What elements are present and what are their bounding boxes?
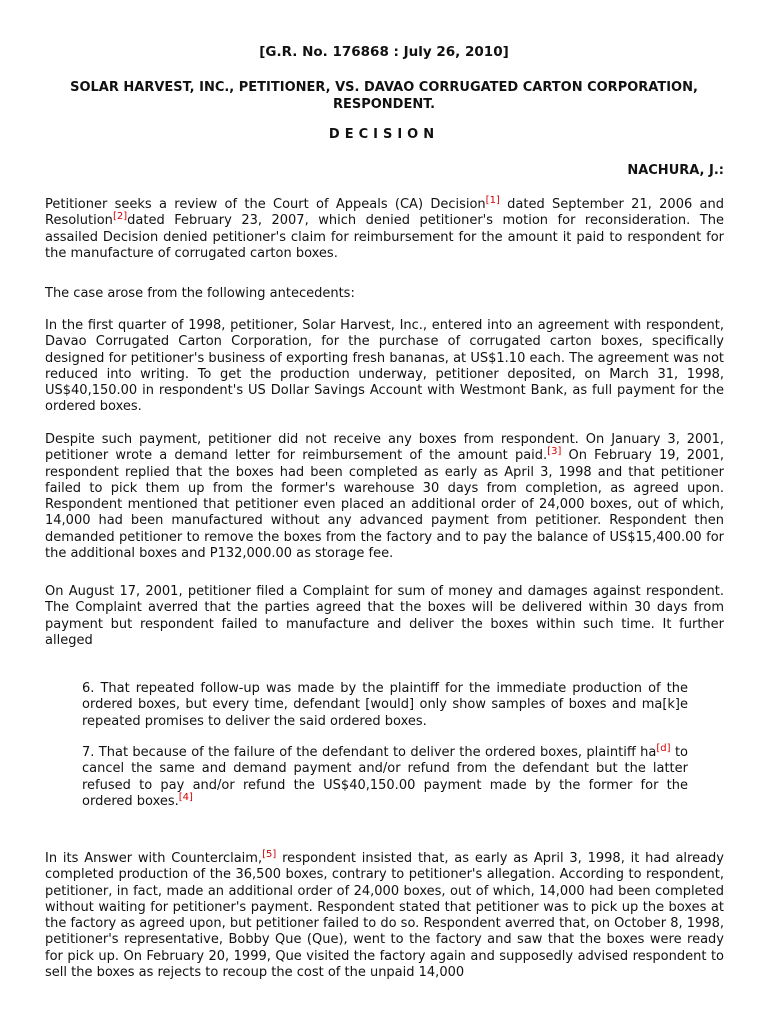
footnote-link-2[interactable]: [ $^2$ ]: [113, 211, 127, 222]
footnote-link-3[interactable]: [ $^3$ ]: [547, 446, 561, 457]
ponente-name: NACHURA, J.:: [627, 163, 724, 178]
paragraph-8: In its Answer with Counterclaim,[ $^5$ ] respondent insisted that, as early as April 3, 1998, it had already completed production of the 36,500 boxes, contrary to petitioner's allegation. According to respondent, petitioner, in fact, made an additional order of 24,000 boxes, out of which, 14,000 had been completed without waiting for petitioner's payment. Respondent stated that petitioner was to pick up the boxes at the factory as agreed upon, but petitioner failed to do so. Respondent averred that, on October 8, 1998, petitioner's representative, Bobby Que (Que), went to the factory and saw that the boxes were ready for pick up. On February 20, 1999, Que visited the factory again and supposedly advised respondent to sell the boxes as rejects to recoup the cost of the unpaid 14,000: [45, 851, 724, 981]
case-title: SOLAR HARVEST, INC., PETITIONER, VS. DAVAO CORRUGATED CARTON CORPORATION, RESPONDENT.: [70, 80, 698, 112]
paragraph-2: The case arose from the following antecedents:: [45, 286, 355, 301]
paragraph-4: Despite such payment, petitioner did not receive any boxes from respondent. On January 3, 2001, petitioner wrote a demand letter for reimbursement of the amount paid.[ $^3$ ] On February 19, 2001, respondent replied that the boxes had been completed as early as April 3, 1998 and that petitioner failed to pick them up from the former's warehouse 30 days from completion, as agreed upon. Respondent mentioned that petitioner even placed an additional order of 24,000 boxes, out of which, 14,000 had been manufactured without any advanced payment from petitioner. Respondent then demanded petitioner to remove the boxes from the factory and to pay the balance of US$15,400.00 for the additional boxes and P132,000.00 as storage fee.: [45, 432, 724, 562]
quoted-allegation-6: 6. That repeated follow-up was made by the plaintiff for the immediate production of the ordered boxes, but every time, defendant [would] only show samples of boxes and ma[k]e repeated promises to deliver the said ordered boxes.: [82, 681, 688, 729]
paragraph-5: On August 17, 2001, petitioner filed a Complaint for sum of money and damages against respondent. The Complaint averred that the parties agreed that the boxes will be delivered within 30 days from payment but respondent failed to manufacture and deliver the boxes within such time. It further alleged: [45, 584, 724, 648]
footnote-link-4[interactable]: [ $^4$ ]: [179, 792, 193, 803]
footnote-link-d[interactable]: [ $^d$ ]: [656, 743, 670, 754]
paragraph-3: In the first quarter of 1998, petitioner, Solar Harvest, Inc., entered into an agreement with respondent, Davao Corrugated Carton Corporation, for the purchase of corrugated carton boxes, specifically designed for petitioner's business of exporting fresh bananas, at US$1.10 each. The agreement was not reduced into writing. To get the production underway, petitioner deposited, on March 31, 1998, US$40,150.00 in respondent's US Dollar Savings Account with Westmont Bank, as full payment for the ordered boxes.: [45, 318, 724, 415]
case-number-heading: [G.R. No. 176868 : July 26, 2010]: [259, 44, 509, 60]
decision-heading: DECISION: [328, 127, 440, 142]
quoted-allegation-7: 7. That because of the failure of the defendant to deliver the ordered boxes, plaintiff ha[ $^d$ ] to cancel the same and demand payment and/or refund from the defendant but the latter refused to pay and/or refund the US$40,150.00 payment made by the former for the ordered boxes.[ $^4$ ]: [82, 745, 688, 810]
paragraph-1: Petitioner seeks a review of the Court of Appeals (CA) Decision[ $^1$ ] dated September 21, 2006 and Resolution[ $^2$ ] dated February 23, 2007, which denied petitioner's motion for reconsideration. The assailed Decision denied petitioner's claim for reimbursement for the amount it paid to respondent for the manufacture of corrugated carton boxes.: [45, 197, 724, 262]
footnote-link-1[interactable]: [ $^1$ ]: [486, 195, 500, 206]
footnote-link-5[interactable]: [ $^5$ ]: [262, 849, 276, 860]
